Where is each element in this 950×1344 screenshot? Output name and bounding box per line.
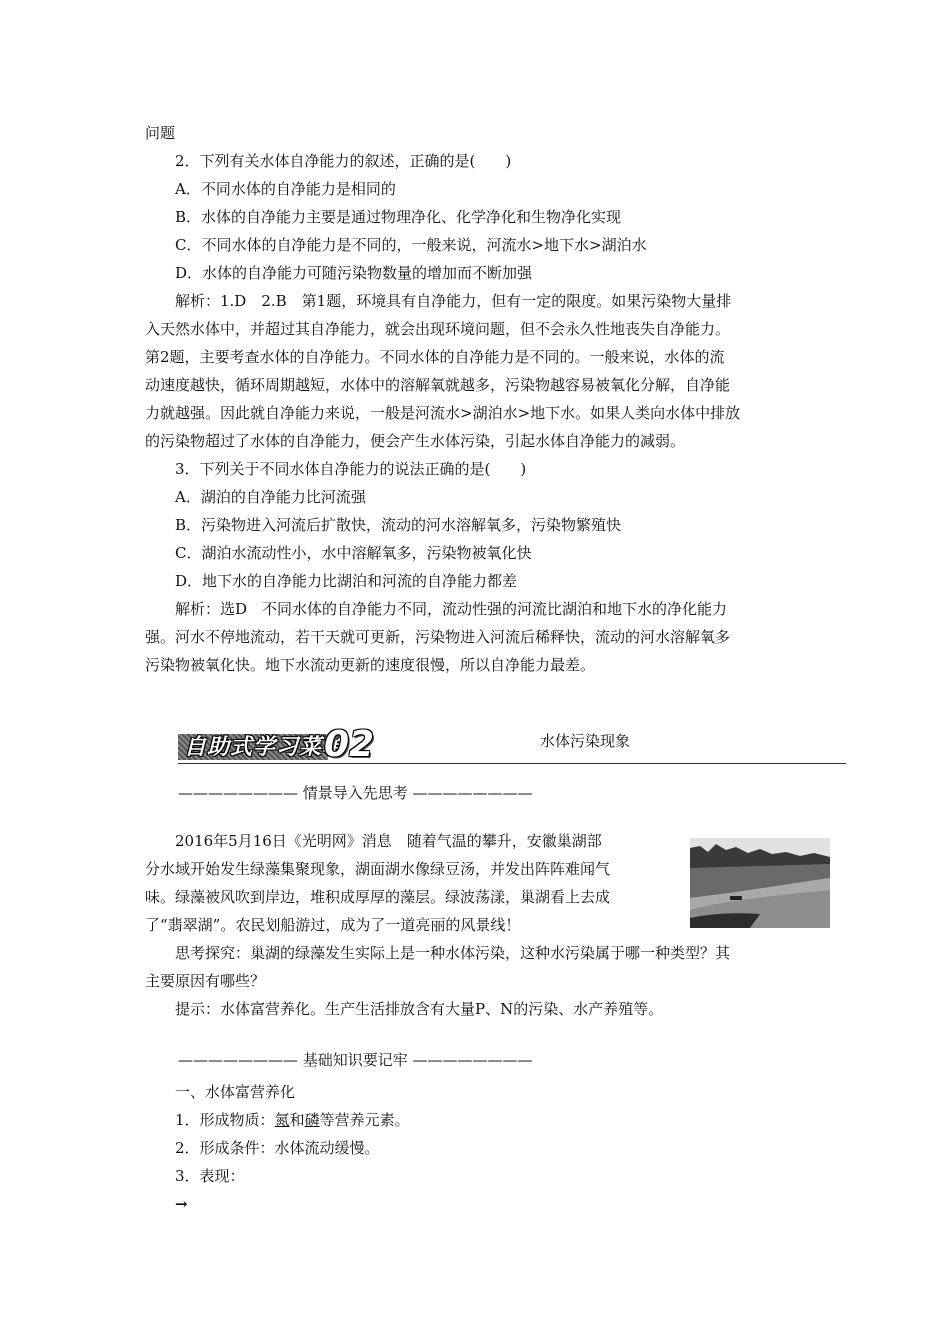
item1-suffix: 等营养元素。 <box>319 1111 410 1129</box>
think-line: 思考探究：巢湖的绿藻发生实际上是一种水体污染，这种水污染属于哪一种类型？其 <box>175 944 731 962</box>
scenario-line: 2016年5月16日《光明网》消息 随着气温的攀升，安徽巢湖部 <box>175 832 602 850</box>
option-a: A．湖泊的自净能力比河流强 <box>175 488 366 506</box>
analysis-line: 污染物被氧化快。地下水流动更新的速度很慢，所以自净能力最差。 <box>145 656 596 674</box>
scenario-line: 分水域开始发生绿藻集聚现象，湖面湖水像绿豆汤，并发出阵阵难闻气 <box>145 860 611 878</box>
knowledge-item-2: 2．形成条件：水体流动缓慢。 <box>175 1139 380 1157</box>
section-banner <box>178 724 398 765</box>
option-a: A．不同水体的自净能力是相同的 <box>175 180 396 198</box>
analysis-line: 解析：选D 不同水体的自净能力不同，流动性强的河流比湖泊和地下水的净化能力 <box>175 600 728 618</box>
scenario-line: 了“翡翠湖”。农民划船游过，成为了一道亮丽的风景线！ <box>145 916 521 934</box>
analysis-line: 第2题，主要考查水体的自净能力。不同水体的自净能力是不同的。一般来说，水体的流 <box>145 348 725 366</box>
section-rule <box>178 763 846 764</box>
section-title: 水体污染现象 <box>540 732 631 750</box>
item1-prefix: 1．形成物质： <box>175 1111 275 1129</box>
analysis-line: 强。河水不停地流动，若干天就可更新，污染物进入河流后稀释快，流动的河水溶解氧多 <box>145 628 731 646</box>
knowledge-item-3: 3．表现： <box>175 1167 245 1185</box>
element-nitrogen: 氮 <box>274 1111 290 1129</box>
text-line: 问题 <box>145 124 176 142</box>
lake-photo <box>690 838 830 928</box>
analysis-line: 的污染物超过了水体的自净能力，便会产生水体污染，引起水体自净能力的减弱。 <box>145 432 686 450</box>
option-c: C．不同水体的自净能力是不同的，一般来说，河流水>地下水>湖泊水 <box>175 236 647 254</box>
analysis-line: 解析：1.D 2.B 第1题，环境具有自净能力，但有一定的限度。如果污染物大量排 <box>175 292 732 310</box>
divider-scenario: ———————— 情景导入先思考 ———————— <box>178 784 533 802</box>
knowledge-heading: 一、水体富营养化 <box>175 1083 296 1101</box>
option-b: B．水体的自净能力主要是通过物理净化、化学净化和生物净化实现 <box>175 208 622 226</box>
banner-number: 02 <box>324 724 375 765</box>
arrow-icon: → <box>175 1195 188 1213</box>
option-d: D．水体的自净能力可随污染物数量的增加而不断加强 <box>175 264 533 282</box>
analysis-line: 入天然水体中，并超过其自净能力，就会出现环境问题，但不会永久性地丧失自净能力。 <box>145 320 731 338</box>
element-phosphorus: 磷 <box>304 1111 320 1129</box>
option-b: B．污染物进入河流后扩散快，流动的河水溶解氧多，污染物繁殖快 <box>175 516 622 534</box>
divider-knowledge: ———————— 基础知识要记牢 ———————— <box>178 1051 533 1069</box>
think-line: 主要原因有哪些？ <box>145 972 266 990</box>
hint-line: 提示：水体富营养化。生产生活排放含有大量P、N的污染、水产养殖等。 <box>175 1000 664 1018</box>
banner-label: 自助式学习菜单 <box>184 735 346 760</box>
analysis-line: 力就越强。因此就自净能力来说，一般是河流水>湖泊水>地下水。如果人类向水体中排放 <box>145 404 741 422</box>
question-3: 3．下列关于不同水体自净能力的说法正确的是( ) <box>175 460 527 478</box>
scenario-line: 味。绿藻被风吹到岸边，堆积成厚厚的藻层。绿波荡漾，巢湖看上去成 <box>145 888 611 906</box>
knowledge-item-1 <box>175 1110 410 1130</box>
question-2: 2．下列有关水体自净能力的叙述，正确的是( ) <box>175 152 512 170</box>
option-c: C．湖泊水流动性小，水中溶解氧多，污染物被氧化快 <box>175 544 532 562</box>
analysis-line: 动速度越快，循环周期越短，水体中的溶解氧就越多，污染物越容易被氧化分解，自净能 <box>145 376 731 394</box>
option-d: D．地下水的自净能力比湖泊和河流的自净能力都差 <box>175 572 518 590</box>
item1-and: 和 <box>289 1111 305 1129</box>
